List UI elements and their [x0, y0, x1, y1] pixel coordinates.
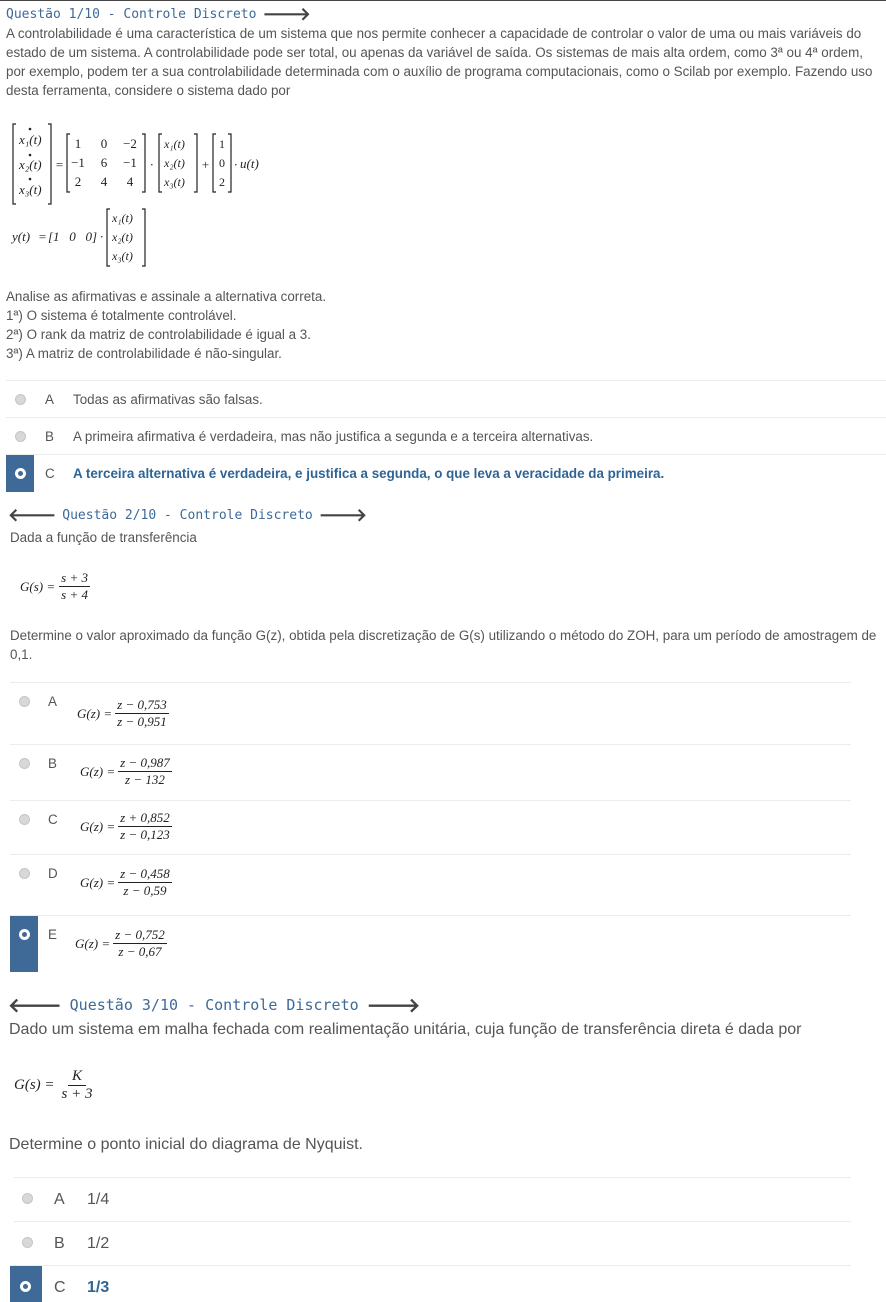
option-text: 1/4: [87, 1191, 110, 1208]
matrix-b-entry: 1: [219, 137, 225, 151]
g-s-lhs: G(s) =: [14, 1077, 55, 1093]
radio-icon[interactable]: [19, 814, 30, 825]
matrix-a-entry: 4: [126, 174, 134, 189]
g-z-fraction: [118, 866, 172, 899]
option-a[interactable]: [14, 1177, 851, 1222]
state-derivative-label: x₁(t): [19, 132, 42, 147]
g-z-lhs: G(z) =: [75, 935, 111, 951]
state-equation-graphic: [12, 122, 262, 206]
g-s-fraction: [59, 570, 90, 603]
instruction-line: 1ª) O sistema é totalmente controlável.: [6, 308, 237, 323]
c-matrix-row: [1 0 0]: [48, 229, 98, 244]
matrix-b-entry: 2: [219, 175, 225, 189]
option-formula: [77, 697, 169, 730]
g-z-numerator: z − 0,752: [115, 927, 165, 942]
option-a[interactable]: [6, 380, 886, 418]
option-b[interactable]: [10, 744, 851, 801]
option-formula: [80, 755, 172, 788]
output-state-entry: x₂(t): [112, 230, 133, 244]
option-formula: [80, 810, 172, 843]
radio-icon[interactable]: [19, 868, 30, 879]
radio-icon[interactable]: [20, 1281, 31, 1292]
matrix-a-entry: 6: [100, 155, 108, 170]
radio-column: [6, 381, 34, 418]
option-e[interactable]: [10, 915, 851, 972]
matrix-b-entry: 0: [219, 156, 225, 170]
g-s-numerator: s + 3: [61, 570, 88, 585]
radio-icon[interactable]: [22, 1193, 33, 1204]
question-2-header: [8, 505, 367, 526]
arrow-right-icon[interactable]: 🡒: [366, 993, 421, 1017]
g-s-numerator: K: [68, 1068, 86, 1086]
g-z-fraction: [118, 755, 172, 788]
output-equation-graphic: [12, 206, 172, 268]
option-formula: [80, 866, 172, 899]
arrow-left-icon[interactable]: 🡐: [8, 505, 57, 526]
radio-column: [6, 418, 34, 455]
radio-icon[interactable]: [19, 758, 30, 769]
g-z-denominator: z − 0,59: [123, 883, 167, 898]
option-b[interactable]: [14, 1221, 851, 1266]
matrix-a-entry: 4: [100, 174, 108, 189]
svg-text:·: ·: [150, 157, 154, 172]
g-s-lhs: G(s) =: [20, 578, 56, 594]
output-state-entry: x₁(t): [112, 211, 133, 225]
option-text: 1/2: [87, 1235, 110, 1252]
option-formula: [75, 927, 167, 960]
radio-icon[interactable]: [15, 468, 26, 479]
radio-icon[interactable]: [19, 696, 30, 707]
question-3-header: [8, 993, 420, 1017]
g-s-equation: [14, 1068, 95, 1103]
radio-icon[interactable]: [15, 394, 26, 405]
g-s-denominator: s + 3: [61, 1086, 93, 1102]
option-c[interactable]: [10, 800, 851, 855]
option-text: A primeira afirmativa é verdadeira, mas não justifica a segunda e a terceira alternativas.: [73, 429, 594, 444]
matrix-a-entry: 1: [74, 136, 82, 151]
radio-column: [6, 455, 34, 492]
option-b[interactable]: [6, 417, 886, 455]
question-1-body: A controlabilidade é uma característica de um sistema que nos permite conhecer a capacidade de controlar o valor de uma ou mais variáveis do estado de um sistema. A controlabilidade pode ser total, ou apenas da variável de saída. Os sistemas de mais alta ordem, como 3ª ou 4ª ordem, por exemplo, podem ter a sua controlabilidade determinada com o auxílio de programa computacionais, como o Scilab por exemplo. Fazendo uso desta ferramenta, considere o sistema dado por: [6, 26, 873, 98]
g-z-denominator: z − 0,67: [118, 944, 162, 959]
g-z-numerator: z − 0,458: [120, 866, 170, 881]
g-s-equation: [20, 570, 90, 603]
g-z-numerator: z − 0,987: [120, 755, 170, 770]
option-letter: D: [48, 866, 58, 881]
matrix-a-entry: 2: [74, 174, 82, 189]
option-letter: B: [45, 429, 54, 444]
option-text: Todas as afirmativas são falsas.: [73, 392, 263, 407]
instruction-line: 3ª) A matriz de controlabilidade é não-singular.: [6, 346, 282, 361]
radio-icon[interactable]: [22, 1237, 33, 1248]
option-c[interactable]: [10, 1265, 851, 1302]
g-z-fraction: [115, 697, 169, 730]
radio-column: [10, 683, 38, 745]
option-d[interactable]: [10, 854, 851, 916]
option-letter: A: [45, 392, 54, 407]
radio-column: [10, 916, 38, 972]
matrix-a-entry: −2: [123, 136, 137, 151]
option-letter: E: [48, 927, 57, 942]
svg-text:=: =: [38, 229, 47, 244]
g-z-lhs: G(z) =: [80, 874, 116, 890]
radio-column: [14, 1222, 42, 1266]
svg-text:+: +: [201, 157, 210, 172]
g-z-denominator: z − 132: [125, 772, 165, 787]
radio-column: [10, 745, 38, 801]
g-z-denominator: z − 0,123: [120, 827, 170, 842]
g-z-lhs: G(z) =: [80, 763, 116, 779]
instruction-line: 2ª) O rank da matriz de controlabilidade é igual a 3.: [6, 327, 311, 342]
question-1-header: [6, 4, 311, 25]
question-3-intro: Dado um sistema em malha fechada com realimentação unitária, cuja função de transferência direta é dada por: [9, 1021, 802, 1038]
g-z-numerator: z + 0,852: [120, 810, 170, 825]
radio-column: [10, 855, 38, 916]
input-label: u(t): [240, 156, 259, 171]
option-c[interactable]: [6, 454, 886, 492]
g-z-denominator: z − 0,951: [117, 714, 167, 729]
question-3-title: Questão 3/10 - Controle Discreto: [69, 996, 359, 1014]
radio-icon[interactable]: [15, 431, 26, 442]
option-letter: B: [48, 756, 57, 771]
matrix-a-entry: −1: [71, 155, 85, 170]
instruction-line: Analise as afirmativas e assinale a alternativa correta.: [6, 289, 327, 304]
question-2-intro: Dada a função de transferência: [10, 530, 197, 545]
g-z-lhs: G(z) =: [80, 818, 116, 834]
radio-icon[interactable]: [19, 929, 30, 940]
g-z-lhs: G(z) =: [77, 705, 113, 721]
option-letter: C: [54, 1279, 66, 1296]
matrix-a-entry: −1: [123, 155, 137, 170]
g-s-denominator: s + 4: [61, 587, 88, 602]
option-letter: B: [54, 1235, 65, 1252]
output-equation: [12, 206, 172, 272]
question-3-question: Determine o ponto inicial do diagrama de Nyquist.: [9, 1136, 363, 1153]
g-z-fraction: [113, 927, 167, 960]
option-text: 1/3: [87, 1279, 110, 1296]
arrow-right-icon[interactable]: 🡒: [318, 505, 368, 526]
option-a[interactable]: [10, 682, 851, 745]
option-letter: C: [48, 812, 58, 827]
arrow-left-icon[interactable]: 🡐: [8, 993, 62, 1017]
g-z-fraction: [118, 810, 172, 843]
state-vector-entry: x₁(t): [164, 137, 185, 151]
svg-text:=: =: [55, 157, 64, 172]
g-z-numerator: z − 0,753: [117, 697, 167, 712]
question-1-title: Questão 1/10 - Controle Discreto: [6, 7, 257, 22]
option-letter: A: [48, 694, 57, 709]
state-derivative-label: x₂(t): [19, 157, 42, 172]
option-letter: A: [54, 1191, 65, 1208]
state-derivative-label: x₃(t): [19, 182, 42, 197]
svg-text:·: ·: [234, 157, 238, 172]
option-letter: C: [45, 466, 55, 481]
question-2-question: Determine o valor aproximado da função G(z), obtida pela discretização de G(s) utilizando o método do ZOH, para um período de amostragem de 0,1.: [10, 628, 877, 662]
output-label: y(t): [12, 229, 31, 244]
radio-column: [10, 801, 38, 855]
svg-text:·: ·: [100, 229, 104, 244]
state-vector-entry: x₂(t): [164, 156, 185, 170]
radio-column: [10, 1266, 42, 1302]
top-border: [0, 0, 886, 1]
state-equation: [12, 122, 262, 210]
output-state-entry: x₃(t): [112, 249, 133, 263]
question-2-title: Questão 2/10 - Controle Discreto: [62, 508, 313, 523]
radio-column: [14, 1178, 42, 1222]
matrix-a-entry: 0: [100, 136, 108, 151]
arrow-right-icon[interactable]: 🡒: [262, 4, 311, 25]
state-vector-entry: x₃(t): [164, 175, 185, 189]
option-text: A terceira alternativa é verdadeira, e justifica a segunda, o que leva a veracidade da primeira.: [73, 466, 665, 481]
g-s-fraction: [60, 1068, 95, 1103]
